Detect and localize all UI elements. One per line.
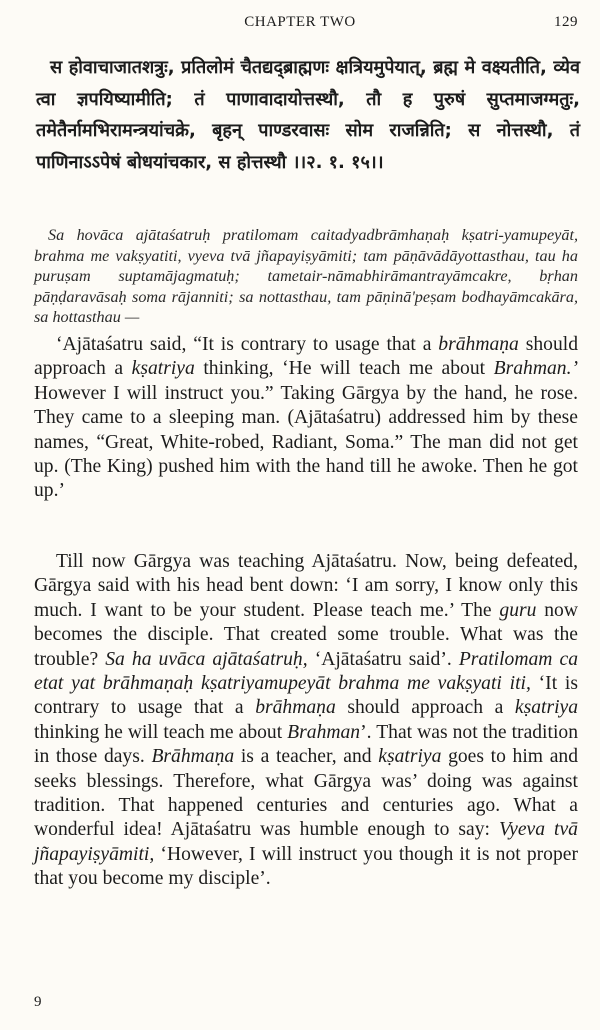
text-run: thinking he will teach me about: [34, 721, 288, 743]
italic-term: Brahman.’: [493, 358, 579, 380]
text-run: ‘However, I will instruct you though it is not proper that you become my disciple’.: [34, 843, 578, 890]
italic-term: kṣatriya: [131, 358, 195, 380]
italic-term: Vyeva tvā jñapayiṣyāmiti,: [34, 819, 578, 865]
text-run: ‘Ajātaśatru said’.: [307, 648, 459, 670]
text-run: ’. That was not the tradition in those days.: [34, 721, 578, 768]
text-run: goes to him and seeks blessings. Therefore, what Gārgya was’ doing was against tradition. That happened centuries and centuries ago. What a wonderful idea! Ajātaśatru was humble enough to say:: [34, 746, 579, 841]
signature-number: 9: [34, 994, 42, 1010]
text-run: However I will instruct you.” Taking Gārgya by the hand, he rose. They came to a sleeping man. (Ajātaśatru) addressed him by these names, “Great, White-robed, Radiant, Soma.” The man did not get up. (The King) pushed him with the hand till he awoke. Then he got up.’: [34, 382, 578, 502]
text-run: Till now Gārgya was teaching Ajātaśatru. Now, being defeated, Gārgya said with his head bent down: ‘I am sorry, I know only this much. I want to be your student. Please teach me.’ The: [34, 551, 578, 621]
text-run: should approach a: [34, 334, 578, 380]
text-run: thinking, ‘He will teach me about: [194, 358, 494, 380]
translation-paragraph: [34, 333, 578, 504]
italic-term: Pratilomam ca etat yat brāhmaṇaḥ kṣatriyamupeyāt brahma me vakṣyati iti,: [34, 648, 578, 695]
italic-term: kṣatriya: [378, 746, 442, 768]
italic-term: guru: [499, 599, 537, 621]
commentary-paragraph: [34, 550, 578, 892]
text-run: ‘It is contrary to usage that a: [34, 673, 578, 719]
italic-term: Sa ha uvāca ajātaśatruḥ,: [105, 648, 308, 670]
text-run: should approach a: [335, 697, 515, 719]
italic-term: kṣatriya: [514, 697, 579, 719]
italic-term: brāhmaṇa: [438, 334, 519, 355]
italic-term: Brahman: [287, 721, 361, 743]
chapter-title: CHAPTER TWO: [244, 14, 356, 30]
sanskrit-verse: स होवाचाजातशत्रुः, प्रतिलोमं चैतद्यद्ब्राह्मणः क्षत्रियमुपेयात्, ब्रह्म मे वक्ष्यतीति, व्येव त्वा ज्ञपयिष्यामीति; तं पाणावादायोत्तस्थौ, तौ ह पुरुषं सुप्तमाजग्मतुः, तमेतैर्नामभिरामन्त्रयांचक्रे, बृहन् पाण्डरवासः सोम राजन्निति; स नोत्तस्थौ, तं पाणिनाऽऽपेषं बोधयांचकार, स होत्तस्थौ ।।२. १. १५।।: [36, 57, 580, 173]
transliteration: Sa hovāca ajātaśatruḥ pratilomam caitadyadbrāmhaṇaḥ kṣatri-yamupeyāt, brahma me vakṣyatiti, vyeva tvā jñapayiṣyāmiti; tam pāṇāvādāyottasthau, tau ha puruṣam suptamājagmatuḥ; tametair-nāmabhirāmantrayāmcakre, bṛhan pāṇḍaravāsaḥ soma rājanniti; sa nottasthau, tam pāṇinā'peṣam bodhayāmcakāra, sa hottasthau —: [34, 226, 578, 326]
text-run: now becomes the disciple. That created some trouble. What was the trouble?: [34, 599, 578, 670]
italic-term: Brāhmaṇa: [151, 746, 235, 768]
italic-term: brāhmaṇa: [255, 697, 336, 719]
page-number: 129: [554, 14, 578, 30]
text-run: ‘Ajātaśatru said, “It is contrary to usage that a: [56, 334, 439, 355]
text-run: is a teacher, and: [234, 746, 379, 768]
